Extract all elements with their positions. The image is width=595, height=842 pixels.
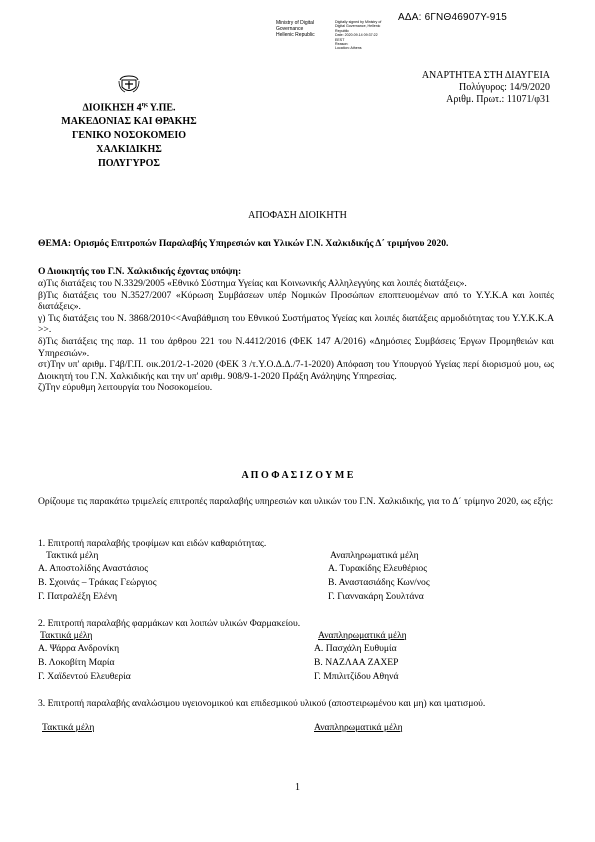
committee-labels — [38, 722, 558, 734]
alternate-member: Β. ΝΑΖΛΑΑ ΖΑΧΕΡ — [314, 657, 399, 668]
document-title: ΑΠΟΦΑΣΗ ΔΙΟΙΚΗΤΗ — [248, 210, 347, 221]
alternate-member: Γ. Γιαννακάρη Σουλτάνα — [328, 591, 424, 602]
member-row — [38, 563, 558, 575]
committee-heading: 2. Επιτροπή παραλαβής φαρμάκων και λοιπών υλικών Φαρμακείου. — [38, 618, 301, 629]
clause: στ)Την υπ' αριθμ. Γ4β/Γ.Π. οικ.201/2-1-2020 (ΦΕΚ 3 /τ.Υ.Ο.Δ.Δ./7-1-2020) Απόφαση του Υπουργού Υγείας περί διορισμού μου, ως Διοικητή του Γ.Ν. Χαλκιδικής και την υπ' αριθμ. 908/9-1-2020 Πράξη Ανάληψης Υπηρεσίας. — [38, 359, 554, 382]
issuer-line: ΓΕΝΙΚΟ ΝΟΣΟΚΟΜΕΙΟ ΧΑΛΚΙΔΙΚΗΣ — [72, 130, 186, 156]
issuer-line: ΠΟΛΥΓΥΡΟΣ — [98, 158, 160, 170]
digital-signature-detail — [335, 20, 381, 51]
considering-heading: Ο Διοικητής του Γ.Ν. Χαλκιδικής έχοντας υπόψη: — [38, 266, 242, 277]
regular-member: Β. Λοκοβίτη Μαρία — [38, 657, 115, 668]
protocol-number: Αριθμ. Πρωτ.: 11071/φ31 — [446, 94, 550, 105]
regular-members-label: Τακτικά μέλη — [46, 550, 99, 561]
posting-note: ΑΝΑΡΤΗΤΕΑ ΣΤΗ ΔΙΑΥΓΕΙΑ — [421, 70, 550, 81]
member-row — [38, 657, 558, 669]
signature-detail-line: Digitally signed by Ministry of — [335, 20, 382, 24]
digital-signature-label — [276, 20, 315, 38]
signature-detail-line: Digital Governance, Hellenic — [335, 24, 381, 29]
signature-detail-line: EEST — [335, 37, 345, 42]
alternate-members-label: Αναπληρωματικά μέλη — [318, 630, 407, 641]
issuer-line: ΜΑΚΕΔΟΝΙΑΣ ΚΑΙ ΘΡΑΚΗΣ — [61, 116, 197, 128]
member-row — [38, 671, 558, 683]
issuer-line — [40, 98, 218, 115]
decision-heading: Α Π Ο Φ Α Σ Ι Ζ Ο Υ Μ Ε — [241, 470, 354, 481]
alternate-member: Α. Πασχάλη Ευθυμία — [314, 643, 397, 654]
issuer-line1-suffix: Υ.ΠΕ. — [147, 102, 176, 114]
clause: ζ)Την εύρυθμη λειτουργία του Νοσοκομείου. — [38, 382, 213, 394]
committee-heading: 1. Επιτροπή παραλαβής τροφίμων και ειδών καθαριότητας. — [38, 538, 267, 549]
clause: δ)Τις διατάξεις της παρ. 11 του άρθρου 221 του Ν.4412/2016 (ΦΕΚ 147 Α/2016) «Δημόσιες Συμβάσεις Έργων Προμηθειών και Υπηρεσιών». — [38, 335, 554, 359]
regular-member: Γ. Πατραλέξη Ελένη — [38, 591, 118, 602]
page-number: 1 — [295, 782, 300, 793]
regular-members-label: Τακτικά μέλη — [42, 722, 95, 733]
greek-emblem-icon — [117, 72, 141, 96]
signature-detail-line: Republic — [335, 28, 349, 33]
regular-member: Α. Ψάρρα Ανδρονίκη — [38, 643, 120, 654]
committee-heading: 3. Επιτροπή παραλαβής αναλώσιμου υγειονομικού και επιδεσμικού υλικού (αποστειρωμένου και μη) και ιματισμού. — [38, 698, 486, 709]
signature-detail-line: Location: Athens — [335, 46, 362, 51]
regular-member: Β. Σχοινάς – Τράκας Γεώργιος — [38, 577, 157, 588]
member-row — [38, 643, 558, 655]
place-date: Πολύγυρος: 14/9/2020 — [459, 82, 550, 93]
signature-detail-line: Reason: — [335, 42, 349, 47]
issuer-line1-sup: ης — [141, 102, 148, 108]
alternate-members-label: Αναπληρωματικά μέλη — [314, 722, 403, 733]
issuer-line1-prefix: ΔΙΟΙΚΗΣΗ 4 — [82, 102, 142, 114]
regular-member: Α. Αποστολίδης Αναστάσιος — [38, 563, 149, 574]
clause: γ) Τις διατάξεις του Ν. 3868/2010<<Αναβάθμιση του Εθνικού Συστήματος Υγείας και λοιπές διατάξεις αρμοδιότητας του Υ.Υ.Κ.Κ.Α >>. — [38, 312, 554, 336]
regular-member: Γ. Χαϊδεντού Ελευθερία — [38, 671, 131, 682]
ada-number: ΑΔΑ: 6ΓΝΘ46907Υ-915 — [398, 12, 508, 23]
subject: ΘΕΜΑ: Ορισμός Επιτροπών Παραλαβής Υπηρεσιών και Υλικών Γ.Ν. Χαλκιδικής Δ΄ τριμήνου 2020. — [38, 238, 449, 249]
committee-labels — [38, 630, 558, 642]
issuer-block — [40, 98, 218, 171]
committee-labels — [38, 550, 558, 562]
signature-line: Ministry of Digital — [276, 20, 315, 26]
document-meta — [350, 70, 550, 106]
clause: α)Τις διατάξεις του Ν.3329/2005 «Εθνικό Σύστημα Υγείας και Κοινωνικής Αλληλεγγύης και λοιπές διατάξεις». — [38, 278, 467, 289]
signature-line: Hellenic Republic — [276, 32, 315, 38]
signature-line: Governance — [276, 26, 304, 32]
alternate-member: Γ. Μπιλιτζίδου Αθηνά — [314, 671, 399, 682]
decision-intro: Ορίζουμε τις παρακάτω τριμελείς επιτροπές παραλαβής υπηρεσιών και υλικών του Γ.Ν. Χαλκιδικής, για το Δ΄ τρίμηνο 2020, ως εξής: — [38, 496, 554, 507]
alternate-member: Β. Αναστασιάδης Κων/νος — [328, 577, 430, 588]
clauses — [38, 278, 554, 394]
member-row — [38, 577, 558, 589]
member-row — [38, 591, 558, 603]
alternate-member: Α. Τυρακίδης Ελευθέριος — [328, 563, 428, 574]
clause: β)Τις διατάξεις του Ν.3527/2007 «Κύρωση Συμβάσεων υπέρ Νομικών Προσώπων εποπτευομένων από το Υ.Υ.Κ.Α και λοιπές διατάξεις». — [38, 289, 554, 313]
regular-members-label: Τακτικά μέλη — [40, 630, 93, 641]
signature-detail-line: Date: 2020.09.14 09:37:22 — [335, 33, 378, 38]
alternate-members-label: Αναπληρωματικά μέλη — [330, 550, 419, 561]
